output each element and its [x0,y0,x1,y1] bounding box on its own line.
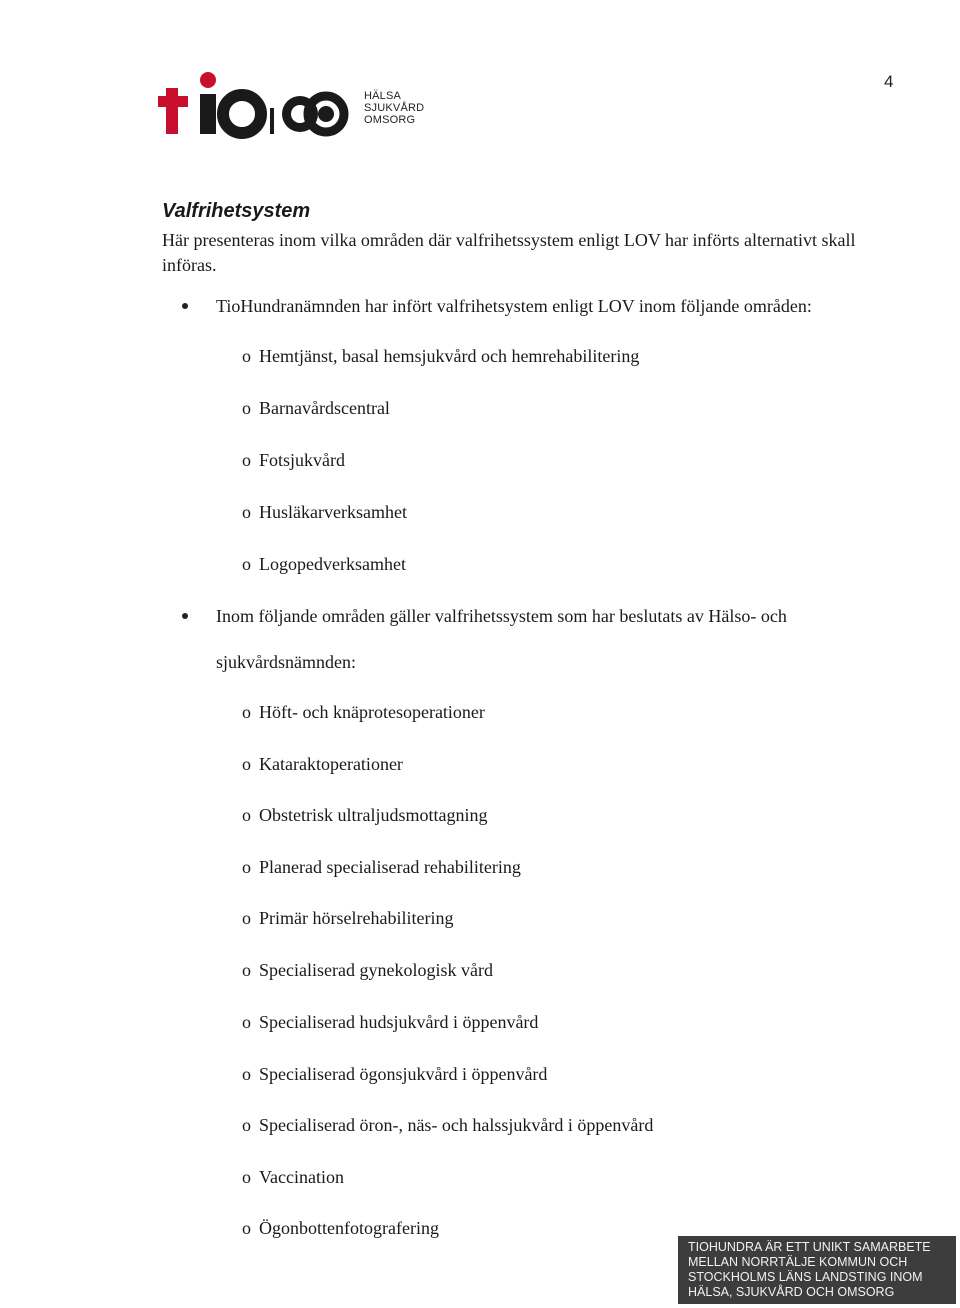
list-item: o Vaccination [242,1167,344,1187]
footer-line: TIOHUNDRA ÄR ETT UNIKT SAMARBETE [688,1240,931,1254]
bullet-text: TioHundranämnden har infört valfrihetsystem enligt LOV inom följande områden: [216,296,812,316]
logo-line-halsa: HÄLSA [364,90,402,102]
list-item: o Barnavårdscentral [242,398,390,418]
list-item: o Logopedverksamhet [242,554,406,574]
list-item: o Fotsjukvård [242,450,346,470]
list-item: o Hemtjänst, basal hemsjukvård och hemrehabilitering [242,346,640,366]
list-item: o Husläkarverksamhet [242,502,407,522]
page-number: 4 [884,72,894,91]
list-item: o Specialiserad öron-, näs- och halssjukvård i öppenvård [242,1115,654,1135]
list-item: o Planerad specialiserad rehabilitering [242,857,521,877]
intro-paragraph: Här presenteras inom vilka områden där valfrihetssystem enligt LOV har införts alternativt skall införas. [162,230,856,275]
list-item: o Specialiserad gynekologisk vård [242,960,493,980]
logo-tagline [364,90,424,126]
bullet-dot-icon [182,303,188,309]
list-item: o Specialiserad hudsjukvård i öppenvård [242,1012,539,1032]
list-item: o Specialiserad ögonsjukvård i öppenvård [242,1064,548,1084]
footer-banner [678,1236,956,1304]
list-item: o Höft- och knäprotesoperationer [242,702,485,722]
footer-line: HÄLSA, SJUKVÅRD OCH OMSORG [688,1285,895,1299]
list-item: o Kataraktoperationer [242,754,403,774]
list-item: o Ögonbottenfotografering [242,1218,439,1238]
bullet-text-line-1: Inom följande områden gäller valfrihetssystem som har beslutats av Hälso- och [216,606,787,626]
list-item: o Obstetrisk ultraljudsmottagning [242,805,488,825]
footer-line: STOCKHOLMS LÄNS LANDSTING INOM [688,1270,923,1284]
footer-line: MELLAN NORRTÄLJE KOMMUN OCH [688,1255,908,1269]
bullet-text-line-2: sjukvårdsnämnden: [216,652,356,672]
list-item: o Primär hörselrehabilitering [242,908,454,928]
section-heading: Valfrihetsystem [162,200,311,222]
logo-line-omsorg: OMSORG [364,114,416,126]
logo-line-sjukvard: SJUKVÅRD [364,102,425,114]
bullet-dot-icon [182,613,188,619]
